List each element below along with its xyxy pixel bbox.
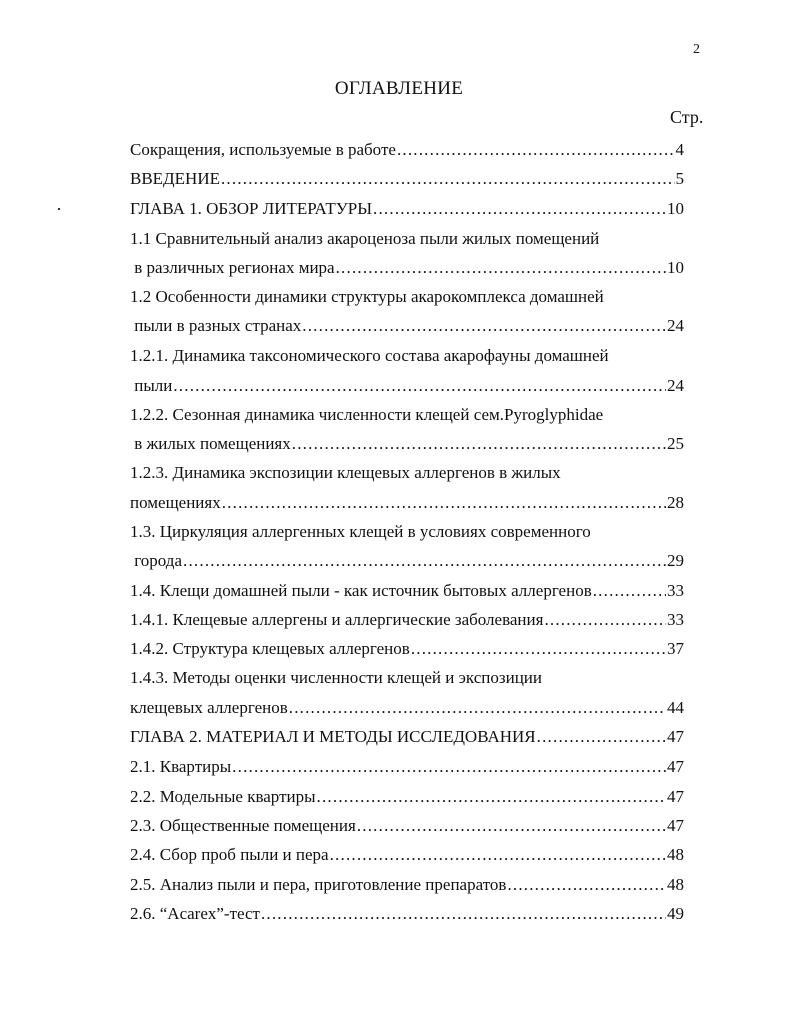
toc-leader-dots bbox=[593, 579, 666, 603]
toc-entry-text: ГЛАВА 1. ОБЗОР ЛИТЕРАТУРЫ bbox=[130, 199, 373, 218]
toc-entry-line bbox=[130, 491, 684, 515]
toc-entry-text: 2.4. Сбор проб пыли и пера bbox=[130, 845, 329, 864]
toc-entry-line bbox=[130, 843, 684, 867]
toc-leader-dots bbox=[544, 608, 666, 632]
toc-page-number: 29 bbox=[667, 551, 684, 570]
toc-entry-line bbox=[130, 725, 684, 749]
toc-page-number: 47 bbox=[667, 757, 684, 776]
toc-entry-line bbox=[130, 403, 603, 427]
toc-page-number: 28 bbox=[667, 493, 684, 512]
toc-leader-dots bbox=[537, 725, 666, 749]
toc-leader-dots bbox=[173, 374, 666, 398]
toc-entry-text: 1.2.1. Динамика таксономического состава акарофауны домашней bbox=[130, 346, 609, 365]
toc-entry-line bbox=[130, 167, 684, 191]
toc-leader-dots bbox=[302, 314, 666, 338]
toc-leader-dots bbox=[317, 785, 666, 809]
toc-leader-dots bbox=[261, 902, 666, 926]
toc-entry-text: 2.5. Анализ пыли и пера, приготовление препаратов bbox=[130, 875, 507, 894]
page-title: ОГЛАВЛЕНИЕ bbox=[334, 78, 464, 99]
toc-entry-line bbox=[130, 637, 684, 661]
toc-entry-text: 2.1. Квартиры bbox=[130, 757, 232, 776]
toc-entry-line bbox=[130, 461, 561, 485]
toc-entry-line bbox=[130, 873, 684, 897]
toc-entry-line bbox=[130, 549, 684, 573]
toc-entry-line bbox=[130, 314, 684, 338]
toc-entry-line bbox=[130, 785, 684, 809]
toc-entry-text: 2.6. “Acarex”-тест bbox=[130, 904, 260, 923]
toc-entry-line bbox=[130, 227, 599, 251]
toc-entry-text: 1.1 Сравнительный анализ акароценоза пыли жилых помещений bbox=[130, 229, 600, 248]
toc-entry-text: ГЛАВА 2. МАТЕРИАЛ И МЕТОДЫ ИССЛЕДОВАНИЯ bbox=[130, 727, 536, 746]
toc-entry-text: ВВЕДЕНИЕ bbox=[130, 169, 220, 188]
toc-entry-text: 1.2.3. Динамика экспозиции клещевых аллергенов в жилых bbox=[130, 463, 561, 482]
toc-page-number: 25 bbox=[667, 434, 684, 453]
toc-page-number: 24 bbox=[667, 316, 684, 335]
toc-page-number: 37 bbox=[667, 639, 684, 658]
page-number: 2 bbox=[693, 42, 700, 57]
page-column-header: Стр. bbox=[670, 107, 704, 127]
toc-page-number: 49 bbox=[667, 904, 684, 923]
toc-entry-line bbox=[130, 608, 684, 632]
toc-leader-dots bbox=[507, 873, 666, 897]
toc-leader-dots bbox=[373, 197, 666, 221]
toc-leader-dots bbox=[222, 491, 666, 515]
toc-page-number: 47 bbox=[667, 787, 684, 806]
toc-entry-text: 1.4.1. Клещевые аллергены и аллергические заболевания bbox=[130, 610, 544, 629]
toc-entry-text: пыли в разных странах bbox=[130, 316, 302, 335]
toc-leader-dots bbox=[289, 696, 666, 720]
toc-leader-dots bbox=[183, 549, 666, 573]
toc-entry-text: в различных регионах мира bbox=[130, 258, 335, 277]
toc-entry-text: 1.4.2. Структура клещевых аллергенов bbox=[130, 639, 410, 658]
toc-entry-text: 1.2.2. Сезонная динамика численности клещей сем.Pyroglyphidae bbox=[130, 405, 604, 424]
toc-page-number: 10 bbox=[667, 199, 684, 218]
toc-page-number: 24 bbox=[667, 376, 684, 395]
toc-entry-text: помещениях bbox=[130, 493, 221, 512]
toc-leader-dots bbox=[357, 814, 666, 838]
toc-leader-dots bbox=[336, 256, 666, 280]
toc-entry-line bbox=[130, 755, 684, 779]
toc-leader-dots bbox=[232, 755, 666, 779]
toc-page-number: 4 bbox=[675, 140, 684, 159]
toc-page-number: 10 bbox=[667, 258, 684, 277]
toc-entry-line bbox=[130, 696, 684, 720]
toc-page-number: 5 bbox=[675, 169, 684, 188]
toc-entry-text: города bbox=[130, 551, 183, 570]
toc-leader-dots bbox=[292, 432, 666, 456]
toc-entry-text: клещевых аллергенов bbox=[130, 698, 288, 717]
toc-entry-line bbox=[130, 432, 684, 456]
toc-entry-line bbox=[130, 138, 684, 162]
toc-page-number: 33 bbox=[667, 581, 684, 600]
toc-leader-dots bbox=[397, 138, 675, 162]
toc-leader-dots bbox=[411, 637, 666, 661]
toc-page-number: 47 bbox=[667, 816, 684, 835]
toc-page-number: 48 bbox=[667, 845, 684, 864]
toc-page-number: 44 bbox=[667, 698, 684, 717]
toc-entry-line bbox=[130, 902, 684, 926]
toc-entry-text: в жилых помещениях bbox=[130, 434, 291, 453]
toc-page-number: 47 bbox=[667, 727, 684, 746]
toc-page-number: 33 bbox=[667, 610, 684, 629]
toc-entry-text: 1.4. Клещи домашней пыли - как источник бытовых аллергенов bbox=[130, 581, 592, 600]
toc-entry-text: пыли bbox=[130, 376, 173, 395]
toc-page-number: 48 bbox=[667, 875, 684, 894]
toc-entry-line bbox=[130, 666, 542, 690]
toc-entry-line bbox=[130, 374, 684, 398]
toc-entry-text: 2.3. Общественные помещения bbox=[130, 816, 356, 835]
toc-leader-dots bbox=[221, 167, 675, 191]
toc-entry-text: 1.3. Циркуляция аллергенных клещей в условиях современного bbox=[130, 522, 591, 541]
toc-entry-line bbox=[130, 579, 684, 603]
toc-entry-text: 1.4.3. Методы оценки численности клещей и экспозиции bbox=[130, 668, 542, 687]
toc-leader-dots bbox=[330, 843, 666, 867]
toc-entry-line bbox=[130, 814, 684, 838]
toc-entry-text: 2.2. Модельные квартиры bbox=[130, 787, 316, 806]
toc-entry-line bbox=[130, 344, 609, 368]
toc-entry-line bbox=[130, 197, 684, 221]
toc-entry-line bbox=[130, 520, 591, 544]
toc-entry-text: 1.2 Особенности динамики структуры акарокомплекса домашней bbox=[130, 287, 604, 306]
toc-entry-line bbox=[130, 285, 604, 309]
toc-entry-line bbox=[130, 256, 684, 280]
toc-entry-text: Сокращения, используемые в работе bbox=[130, 140, 396, 159]
